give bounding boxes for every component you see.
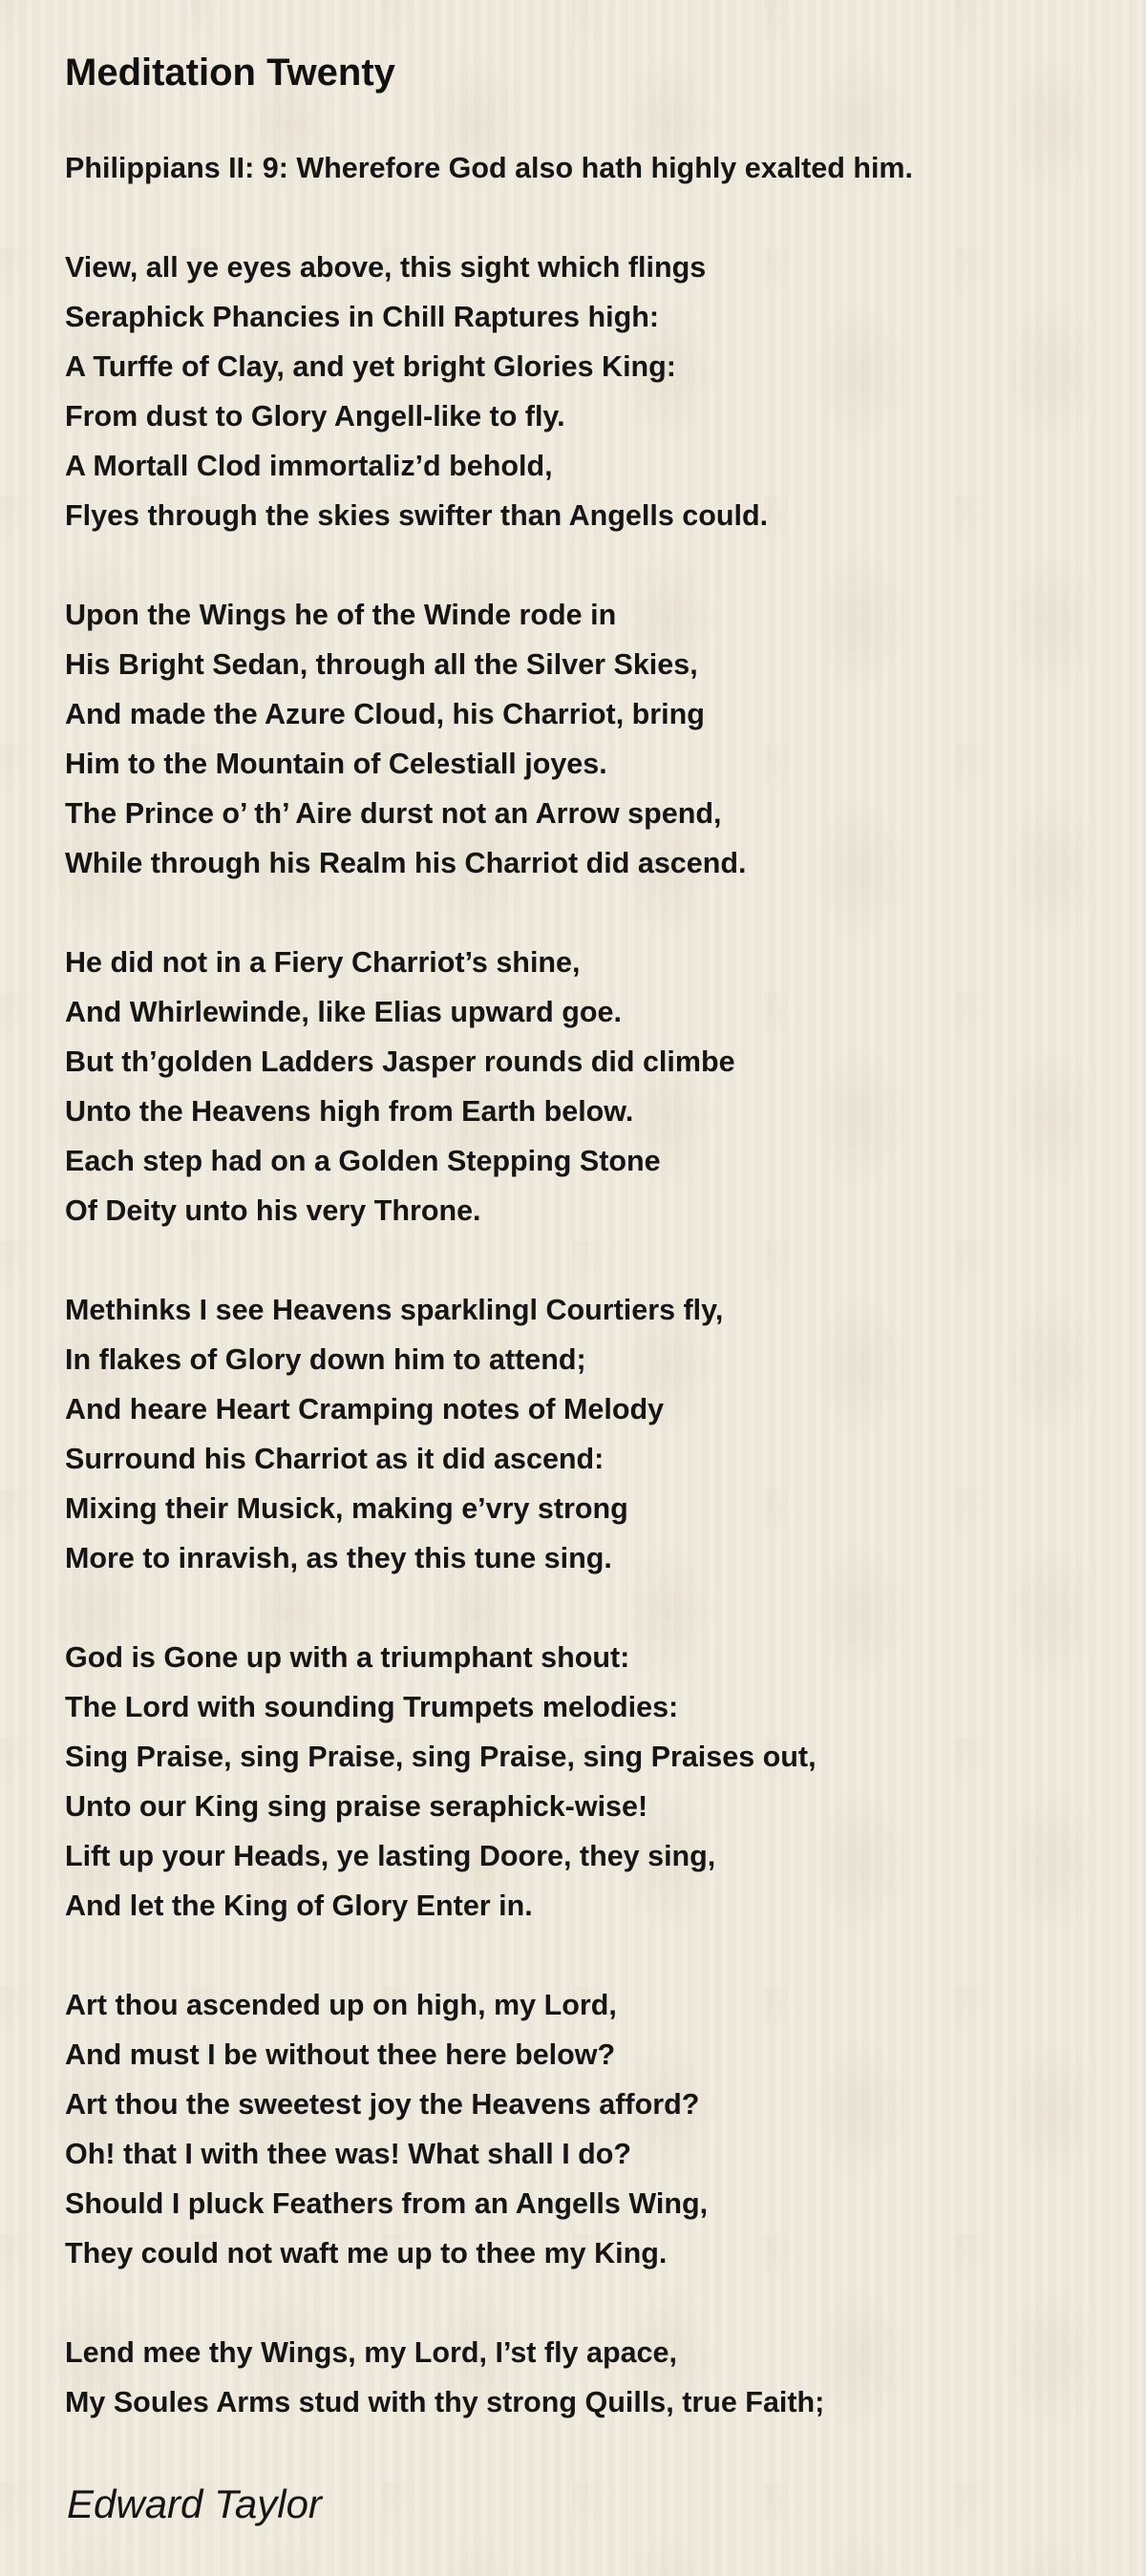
poem-line: While through his Realm his Charriot did ascend. bbox=[65, 847, 747, 879]
poem-line: And made the Azure Cloud, his Charriot, bring bbox=[65, 698, 705, 730]
poem-line: From dust to Glory Angell-like to fly. bbox=[65, 400, 565, 433]
poem-line: Philippians II: 9: Wherefore God also hath highly exalted him. bbox=[65, 152, 914, 184]
poem-line: And heare Heart Cramping notes of Melody bbox=[65, 1393, 665, 1425]
poem-line: Sing Praise, sing Praise, sing Praise, sing Praises out, bbox=[65, 1741, 817, 1773]
poem-line: His Bright Sedan, through all the Silver Skies, bbox=[65, 648, 698, 681]
poem-line: Should I pluck Feathers from an Angells Wing, bbox=[65, 2187, 709, 2220]
poem-line: Upon the Wings he of the Winde rode in bbox=[65, 599, 617, 631]
poem-stanza bbox=[65, 1285, 1115, 1583]
poem-line: They could not waft me up to thee my King. bbox=[65, 2237, 668, 2270]
poem-line: Flyes through the skies swifter than Angells could. bbox=[65, 499, 769, 532]
poem-line: Surround his Charriot as it did ascend: bbox=[65, 1443, 605, 1475]
poem-line: A Turffe of Clay, and yet bright Glories King: bbox=[65, 350, 676, 383]
poem-line: View, all ye eyes above, this sight which flings bbox=[65, 251, 707, 284]
poem-line: A Mortall Clod immortaliz’d behold, bbox=[65, 450, 553, 482]
poem-stanza bbox=[65, 1633, 1115, 1931]
poem-line: Art thou ascended up on high, my Lord, bbox=[65, 1989, 617, 2021]
poem-line: Seraphick Phancies in Chill Raptures high: bbox=[65, 301, 660, 333]
poem-line: Him to the Mountain of Celestiall joyes. bbox=[65, 748, 607, 780]
poem-line: He did not in a Fiery Charriot’s shine, bbox=[65, 946, 581, 979]
poem-line: Methinks I see Heavens sparklingl Courtiers fly, bbox=[65, 1294, 724, 1326]
poem-line: The Lord with sounding Trumpets melodies: bbox=[65, 1691, 679, 1723]
poem-line: God is Gone up with a triumphant shout: bbox=[65, 1641, 630, 1674]
poem-line: And let the King of Glory Enter in. bbox=[65, 1890, 533, 1922]
poem-line: Unto our King sing praise seraphick-wise! bbox=[65, 1790, 648, 1823]
poem-line: Each step had on a Golden Stepping Stone bbox=[65, 1145, 661, 1177]
poem-line: Lend mee thy Wings, my Lord, I’st fly apace, bbox=[65, 2336, 677, 2369]
poem-stanza bbox=[65, 2328, 1115, 2427]
poem-stanza bbox=[65, 938, 1115, 1235]
poem-author: Edward Taylor bbox=[67, 2481, 322, 2526]
poem-line: More to inravish, as they this tune sing. bbox=[65, 1542, 612, 1574]
poem-stanza bbox=[65, 143, 1115, 193]
poem-line: Lift up your Heads, ye lasting Doore, they sing, bbox=[65, 1840, 716, 1872]
poem-line: The Prince o’ th’ Aire durst not an Arrow spend, bbox=[65, 797, 722, 830]
poem-line: Unto the Heavens high from Earth below. bbox=[65, 1095, 634, 1128]
poem-line: Of Deity unto his very Throne. bbox=[65, 1194, 481, 1227]
poem-stanza bbox=[65, 1980, 1115, 2278]
poem-title: Meditation Twenty bbox=[65, 52, 395, 94]
poem-stanza bbox=[65, 590, 1115, 888]
poem-line: But th’golden Ladders Jasper rounds did climbe bbox=[65, 1045, 735, 1078]
poem-line: Mixing their Musick, making e’vry strong bbox=[65, 1492, 628, 1525]
poem-line: In flakes of Glory down him to attend; bbox=[65, 1343, 586, 1376]
poem-stanza bbox=[65, 243, 1115, 540]
poem-body bbox=[65, 143, 1115, 2477]
poem-line: And must I be without thee here below? bbox=[65, 2038, 616, 2071]
poem-line: My Soules Arms stud with thy strong Quills, true Faith; bbox=[65, 2386, 825, 2418]
poem-line: Oh! that I with thee was! What shall I do? bbox=[65, 2138, 632, 2170]
poem-line: And Whirlewinde, like Elias upward goe. bbox=[65, 996, 622, 1028]
poem-line: Art thou the sweetest joy the Heavens afford? bbox=[65, 2088, 700, 2121]
